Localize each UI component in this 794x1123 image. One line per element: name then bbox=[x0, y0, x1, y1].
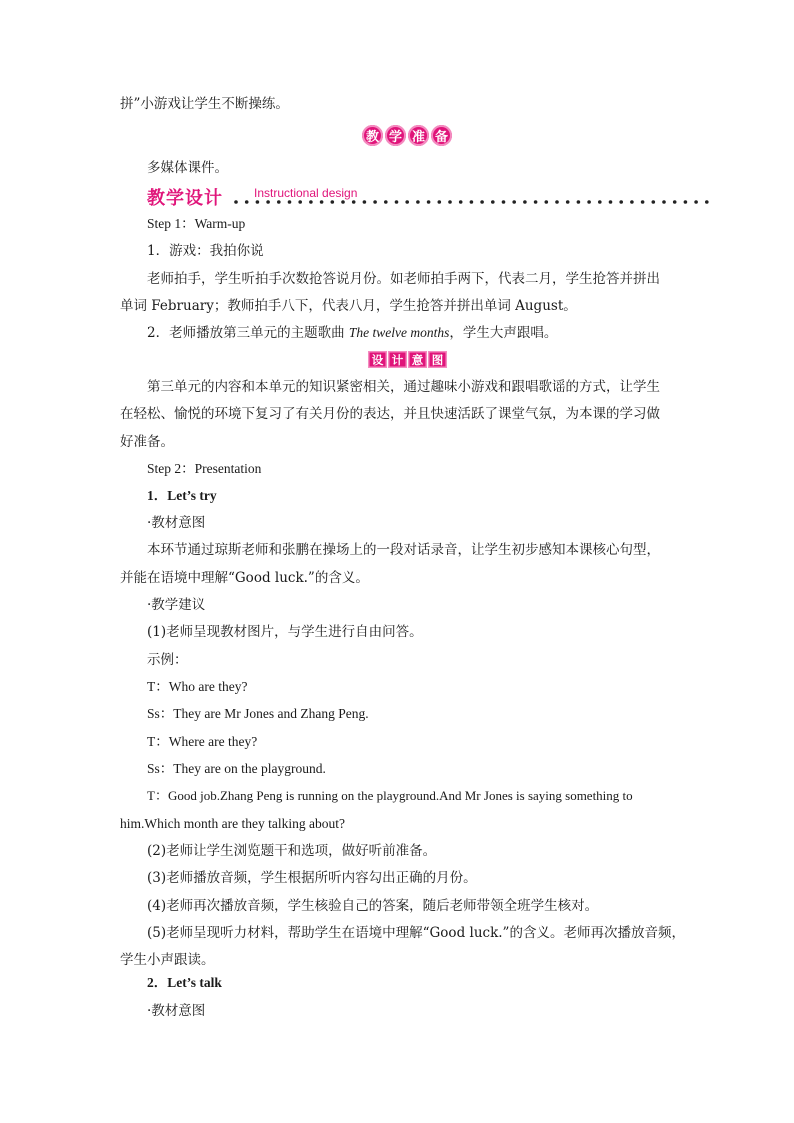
rule-dot bbox=[502, 200, 506, 204]
rule-dot bbox=[491, 200, 495, 204]
rule-dot bbox=[288, 200, 292, 204]
paragraph-line: 1．游戏：我拍你说 bbox=[147, 243, 264, 259]
rule-dot bbox=[566, 200, 570, 204]
rule-dot bbox=[662, 200, 666, 204]
badge-char: 意 bbox=[408, 351, 427, 368]
rule-dot bbox=[363, 200, 367, 204]
rule-dot bbox=[673, 200, 677, 204]
rule-dot bbox=[395, 200, 399, 204]
paragraph-line: 学生小声跟读。 bbox=[120, 952, 215, 968]
badge-char: 图 bbox=[428, 351, 447, 368]
badge-char: 教 bbox=[362, 125, 383, 146]
rule-dot bbox=[470, 200, 474, 204]
paragraph-line: 多媒体课件。 bbox=[147, 160, 228, 176]
badge-char: 准 bbox=[408, 125, 429, 146]
rule-dot bbox=[427, 200, 431, 204]
subsection-heading: 1．Let’s try bbox=[147, 488, 217, 503]
dialogue-line: T：Good job.Zhang Peng is running on the playground.And Mr Jones is saying something to bbox=[147, 788, 633, 803]
subsection-heading: 2．Let’s talk bbox=[147, 975, 222, 990]
rule-dot bbox=[266, 200, 270, 204]
paragraph-line: ·教材意图 bbox=[147, 1003, 206, 1019]
badge-char: 备 bbox=[431, 125, 452, 146]
rule-dot bbox=[577, 200, 581, 204]
badge-char: 设 bbox=[368, 351, 387, 368]
song-title: The twelve months bbox=[348, 325, 450, 340]
rule-dot bbox=[652, 200, 656, 204]
paragraph-line: 好准备。 bbox=[120, 434, 174, 450]
rule-dot bbox=[331, 200, 335, 204]
rule-dot bbox=[320, 200, 324, 204]
badge-char: 学 bbox=[385, 125, 406, 146]
paragraph-line: 老师拍手，学生听拍手次数抢答说月份。如老师拍手两下，代表二月，学生抢答并拼出 bbox=[147, 271, 660, 287]
paragraph-line: (3)老师播放音频，学生根据所听内容勾出正确的月份。 bbox=[147, 870, 477, 886]
rule-dot bbox=[545, 200, 549, 204]
rule-dot bbox=[245, 200, 249, 204]
rule-dot bbox=[277, 200, 281, 204]
dialogue-line: Ss：They are Mr Jones and Zhang Peng. bbox=[147, 706, 369, 721]
step-heading: Step 1：Warm-up bbox=[147, 216, 246, 231]
section-title: 教学设计 bbox=[147, 188, 223, 209]
dialogue-line: T：Who are they? bbox=[147, 679, 248, 694]
rule-dot bbox=[405, 200, 409, 204]
rule-dot bbox=[416, 200, 420, 204]
rule-dot bbox=[448, 200, 452, 204]
rule-dot bbox=[384, 200, 388, 204]
rule-dot bbox=[459, 200, 463, 204]
paragraph-line: 本环节通过琼斯老师和张鹏在操场上的一段对话录音，让学生初步感知本课核心句型， bbox=[147, 542, 660, 558]
dialogue-line: Ss：They are on the playground. bbox=[147, 761, 326, 776]
teaching-prep-badge bbox=[362, 125, 452, 146]
dialogue-line: him.Which month are they talking about? bbox=[120, 816, 345, 831]
paragraph-line: (4)老师再次播放音频，学生核验自己的答案，随后老师带领全班学生核对。 bbox=[147, 898, 599, 914]
rule-dot bbox=[480, 200, 484, 204]
rule-dot bbox=[352, 200, 356, 204]
rule-dot bbox=[555, 200, 559, 204]
section-subtitle: Instructional design bbox=[254, 186, 358, 200]
paragraph-line: 单词 February；教师拍手八下，代表八月，学生抢答并拼出单词 August。 bbox=[120, 298, 577, 314]
rule-dot bbox=[598, 200, 602, 204]
rule-dot bbox=[609, 200, 613, 204]
rule-dot bbox=[438, 200, 442, 204]
paragraph-line: 拼”小游戏让学生不断操练。 bbox=[120, 96, 289, 112]
paragraph-line: (1)老师呈现教材图片，与学生进行自由问答。 bbox=[147, 624, 423, 640]
text-run: 2．老师播放第三单元的主题歌曲 bbox=[147, 325, 349, 341]
rule-dot bbox=[694, 200, 698, 204]
paragraph-line: 第三单元的内容和本单元的知识紧密相关，通过趣味小游戏和跟唱歌谣的方式，让学生 bbox=[147, 379, 660, 395]
paragraph-line: (5)老师呈现听力材料，帮助学生在语境中理解“Good luck.”的含义。老师再次播放音频， bbox=[147, 925, 685, 941]
rule-dot bbox=[705, 200, 709, 204]
rule-dot bbox=[641, 200, 645, 204]
paragraph-line: 示例： bbox=[147, 652, 188, 668]
rule-dot bbox=[512, 200, 516, 204]
rule-dot bbox=[234, 200, 238, 204]
dotted-rule bbox=[233, 195, 711, 209]
rule-dot bbox=[309, 200, 313, 204]
paragraph-line: (2)老师让学生浏览题干和选项，做好听前准备。 bbox=[147, 843, 437, 859]
rule-dot bbox=[630, 200, 634, 204]
paragraph-line: ·教学建议 bbox=[147, 597, 206, 613]
paragraph-line: 并能在语境中理解“Good luck.”的含义。 bbox=[120, 570, 369, 586]
text-run: ，学生大声跟唱。 bbox=[449, 325, 558, 341]
rule-dot bbox=[298, 200, 302, 204]
rule-dot bbox=[523, 200, 527, 204]
badge-char: 计 bbox=[388, 351, 407, 368]
rule-dot bbox=[534, 200, 538, 204]
rule-dot bbox=[373, 200, 377, 204]
rule-dot bbox=[619, 200, 623, 204]
rule-dot bbox=[587, 200, 591, 204]
paragraph-line bbox=[147, 324, 557, 342]
rule-dot bbox=[684, 200, 688, 204]
design-intent-badge bbox=[368, 351, 447, 368]
paragraph-line: 在轻松、愉悦的环境下复习了有关月份的表达，并且快速活跃了课堂气氛，为本课的学习做 bbox=[120, 406, 660, 422]
dialogue-line: T：Where are they? bbox=[147, 734, 258, 749]
rule-dot bbox=[256, 200, 260, 204]
step-heading: Step 2：Presentation bbox=[147, 461, 262, 476]
paragraph-line: ·教材意图 bbox=[147, 515, 206, 531]
rule-dot bbox=[341, 200, 345, 204]
